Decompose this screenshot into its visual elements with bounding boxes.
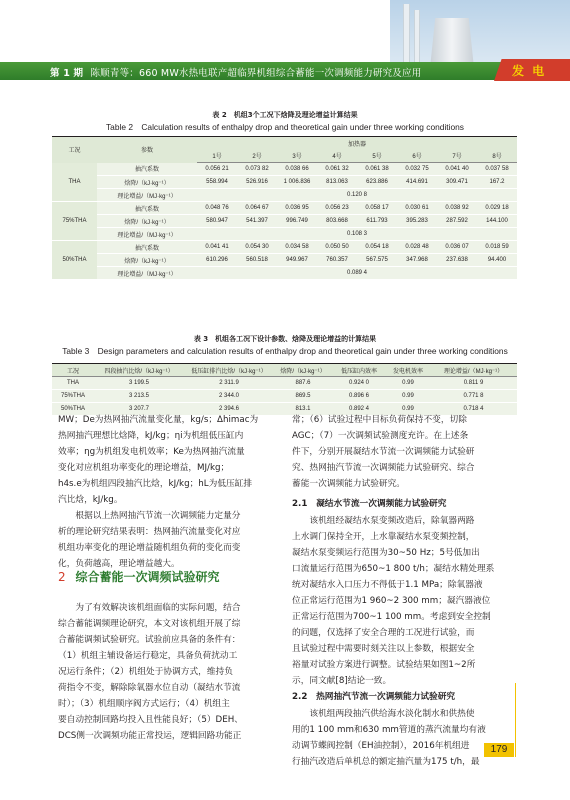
text-line: 综合蓄能调频理论研究，本文对该机组开展了综 [58, 619, 241, 629]
condition-cell: 75%THA [52, 202, 97, 241]
text-line: 况运行条件；（2）机组处于协调方式，维持负 [58, 667, 233, 677]
text-line: h4s.e为机组四段抽汽比焓，kJ/kg；hL为低压缸排 [58, 479, 253, 489]
table2-header-heater: 加热器 [197, 137, 517, 150]
page-number-rule [515, 683, 516, 757]
data-cell: 0.061 32 [317, 163, 357, 176]
table-row [52, 254, 517, 267]
text-line: 析的理论研究结果表明：热网抽汽流量变化对应 [58, 527, 241, 537]
table2-heater-header: 6号 [397, 150, 437, 163]
text-line: 上水调门保持全开，上水靠凝结水泵变频控制， [292, 532, 475, 542]
table2-heater-header: 1号 [197, 150, 237, 163]
text-line: （1）机组主辅设备运行稳定，具备负荷扰动工 [58, 651, 238, 661]
right-para2 [292, 513, 518, 689]
table2-header-param: 参数 [97, 137, 197, 163]
table-row [52, 189, 517, 202]
data-cell: 610.296 [197, 254, 237, 267]
data-cell: 0.029 18 [477, 202, 517, 215]
table3-header: 四段抽汽比焓/（kJ·kg⁻¹） [94, 364, 184, 377]
data-cell: 0.061 38 [357, 163, 397, 176]
table-row [52, 267, 517, 280]
text-line: 变化对应机组功率变化的理论增益，MJ/kg； [58, 463, 230, 473]
data-cell: 803.668 [317, 215, 357, 228]
table2-caption-en: Table 2 Calculation results of enthalpy drop and theoretical gain under three working conditions [105, 122, 464, 132]
data-cell: 0.058 17 [357, 202, 397, 215]
data-cell: 996.749 [277, 215, 317, 228]
text-line: 机组功率变化的理论增益随机组负荷的变化而变 [58, 543, 241, 553]
data-cell: 949.967 [277, 254, 317, 267]
data-cell: 0.99 [386, 390, 430, 403]
subsection-2-2-heading: 2.2 热网抽汽节流一次调频能力试验研究 [292, 692, 456, 702]
data-cell: 0.032 75 [397, 163, 437, 176]
left-para1 [58, 412, 284, 508]
table3-header: 工况 [52, 364, 94, 377]
data-cell: 580.947 [197, 215, 237, 228]
table2-heater-header: 7号 [437, 150, 477, 163]
text-line: 示，同文献[8]结论一致。 [292, 676, 392, 686]
table3-header: 理论增益/（MJ·kg⁻¹） [430, 364, 517, 377]
text-line: 究、热网抽汽节流一次调频能力试验研究、综合 [292, 463, 475, 473]
right-para1 [292, 412, 518, 492]
left-para2 [58, 508, 284, 572]
condition-cell: THA [52, 163, 97, 202]
left-column [58, 412, 284, 572]
data-cell: 0.038 92 [437, 202, 477, 215]
data-cell: 0.037 58 [477, 163, 517, 176]
data-cell: 2 394.6 [184, 403, 274, 416]
param-label: 焓降/（kJ·kg⁻¹） [97, 176, 197, 189]
data-cell: 0.924 0 [332, 377, 386, 390]
param-label: 理论增益/（MJ·kg⁻¹） [97, 228, 197, 241]
text-line: 口流量运行范围为650~1 800 t/h；凝结水精处理系 [292, 564, 495, 574]
data-cell: 0.811 9 [430, 377, 517, 390]
data-cell: 611.793 [357, 215, 397, 228]
table3-caption-cn: 表 3 机组各工况下设计参数、焓降及理论增益的计算结果 [193, 335, 377, 343]
journal-badge-label: 发 电 [512, 64, 547, 78]
text-line: 行抽汽改造后单机总的额定抽汽量为175 t/h，最 [292, 757, 480, 767]
chimney-icon [403, 4, 410, 64]
text-line: 热网抽汽理想比焓降，kJ/kg；ηi为机组低压缸内 [58, 431, 244, 441]
data-cell: 0.99 [386, 377, 430, 390]
data-cell: 75%THA [52, 390, 94, 403]
text-line: 裕量对试验方案进行调整。试验结果如图1~2所 [292, 660, 476, 670]
text-line: 该机组两段抽汽供给海水淡化制水和供热使 [309, 709, 475, 719]
data-cell: 309.471 [437, 176, 477, 189]
text-line: 正常运行范围为700~1 100 mm。考虑到安全控制 [292, 612, 491, 622]
table2-heater-header: 3号 [277, 150, 317, 163]
table3-header: 低压缸内效率 [332, 364, 386, 377]
data-cell: 94.400 [477, 254, 517, 267]
param-label: 抽汽系数 [97, 241, 197, 254]
text-line: 汽比焓，kJ/kg。 [58, 495, 123, 505]
text-line: 用的1 100 mm和630 mm管道的蒸汽流量均有液 [292, 725, 486, 735]
table-row [52, 241, 517, 254]
text-line: DCS侧一次调频功能正常投运，逻辑回路功能正 [58, 731, 242, 741]
data-cell: 0.056 23 [317, 202, 357, 215]
data-cell: 414.691 [397, 176, 437, 189]
data-cell: 0.034 58 [277, 241, 317, 254]
gain-cell: 0.108 3 [197, 228, 517, 241]
running-header [50, 65, 421, 79]
table-row [52, 176, 517, 189]
text-line: 为了有效解决该机组面临的实际问题，结合 [75, 603, 241, 613]
data-cell: 287.592 [437, 215, 477, 228]
table3-header: 发电机效率 [386, 364, 430, 377]
data-cell: 0.028 48 [397, 241, 437, 254]
table2-heater-header: 4号 [317, 150, 357, 163]
gain-cell: 0.120 8 [197, 189, 517, 202]
text-line: 合蓄能调频试验研究。试验前应具备的条件有： [58, 635, 241, 645]
data-cell: 813.1 [274, 403, 332, 416]
data-cell: 0.048 76 [197, 202, 237, 215]
table-row [52, 215, 517, 228]
text-line: 要自动控制回路均投入且性能良好；（5）DEH、 [58, 715, 243, 725]
page-header [0, 0, 570, 82]
data-cell: 0.018 59 [477, 241, 517, 254]
data-cell: 0.050 50 [317, 241, 357, 254]
table2 [52, 136, 517, 280]
text-line: 时）；（3）机组顺序阀方式运行；（4）机组主 [58, 699, 230, 709]
gain-cell: 0.089 4 [197, 267, 517, 280]
chimney-icon [414, 10, 420, 64]
data-cell: 2 344.0 [184, 390, 274, 403]
data-cell: 0.030 61 [397, 202, 437, 215]
data-cell: 167.2 [477, 176, 517, 189]
data-cell: 2 311.9 [184, 377, 274, 390]
table-row [52, 390, 517, 403]
param-label: 抽汽系数 [97, 163, 197, 176]
data-cell: 237.638 [437, 254, 477, 267]
data-cell: 1 006.836 [277, 176, 317, 189]
running-title: 陈顺青等：660 MW水热电联产超临界机组综合蓄能一次调频能力研究及应用 [90, 68, 422, 79]
text-line: 且试验过程中需要时刻关注以上参数，根据安全 [292, 644, 475, 654]
subsection-2-1-heading: 2.1 凝结水节流一次调频能力试验研究 [292, 499, 447, 509]
data-cell: 0.036 07 [437, 241, 477, 254]
table3-header: 低压缸排汽比焓/（kJ·kg⁻¹） [184, 364, 274, 377]
text-line: 根据以上热网抽汽节流一次调频能力定量分 [75, 511, 241, 521]
text-line: 位正常运行范围为1 960~2 300 mm；凝汽器液位 [292, 596, 491, 606]
data-cell: 0.073 82 [237, 163, 277, 176]
data-cell: 0.896 6 [332, 390, 386, 403]
data-cell: 0.064 67 [237, 202, 277, 215]
table2-header-condition: 工况 [52, 137, 97, 163]
table2-heater-header: 5号 [357, 150, 397, 163]
data-cell: 0.041 41 [197, 241, 237, 254]
text-line: AGC；（7）一次调频试验测度充许。在上述条 [292, 431, 469, 441]
data-cell: 0.054 30 [237, 241, 277, 254]
text-line: 的问题，仅选择了安全合理的工况进行试验，而 [292, 628, 475, 638]
table-row [52, 228, 517, 241]
text-line: 件下，分别开展凝结水节流一次调频能力试验研 [292, 447, 475, 457]
data-cell: THA [52, 377, 94, 390]
data-cell: 0.718 4 [430, 403, 517, 416]
data-cell: 526.916 [237, 176, 277, 189]
text-line: MW；De为热网抽汽流量变化量，kg/s；Δhimac为 [58, 415, 259, 425]
data-cell: 144.100 [477, 215, 517, 228]
param-label: 理论增益/（MJ·kg⁻¹） [97, 189, 197, 202]
data-cell: 0.771 8 [430, 390, 517, 403]
table-row [52, 202, 517, 215]
data-cell: 869.5 [274, 390, 332, 403]
text-line: 化，负荷越高，理论增益越大。 [58, 559, 180, 569]
data-cell: 623.886 [357, 176, 397, 189]
param-label: 焓降/（kJ·kg⁻¹） [97, 215, 197, 228]
page-number: 179 [484, 743, 514, 757]
text-line: 统对凝结水入口压力不得低于1.1 MPa；除氧器液 [292, 580, 483, 590]
text-line: 凝结水泵变频运行范围为30~50 Hz；5号低加出 [292, 548, 480, 558]
data-cell: 813.063 [317, 176, 357, 189]
param-label: 焓降/（kJ·kg⁻¹） [97, 254, 197, 267]
data-cell: 0.99 [386, 403, 430, 416]
right-para3 [292, 706, 486, 770]
issue-label: 第 1 期 [50, 68, 84, 79]
table3 [52, 363, 517, 416]
param-label: 抽汽系数 [97, 202, 197, 215]
table2-heater-header: 2号 [237, 150, 277, 163]
data-cell: 558.994 [197, 176, 237, 189]
table2-caption-cn: 表 2 机组3个工况下焓降及理论增益计算结果 [212, 111, 358, 119]
data-cell: 760.357 [317, 254, 357, 267]
section-number: 2 [58, 570, 66, 584]
text-line: 荷指令不变，解除除氧器水位自动（凝结水节流 [58, 683, 241, 693]
data-cell: 560.518 [237, 254, 277, 267]
text-line: 蓄能一次调频能力试验研究。 [292, 479, 405, 489]
data-cell: 0.036 95 [277, 202, 317, 215]
data-cell: 347.968 [397, 254, 437, 267]
condition-cell: 50%THA [52, 241, 97, 280]
data-cell: 3 199.5 [94, 377, 184, 390]
cooling-tower-icon [430, 18, 474, 68]
data-cell: 541.397 [237, 215, 277, 228]
section-title: 综合蓄能一次调频试验研究 [75, 570, 220, 584]
data-cell: 0.056 21 [197, 163, 237, 176]
text-line: 常；（6）试验过程中目标负荷保持不变，切除 [292, 415, 467, 425]
data-cell: 887.6 [274, 377, 332, 390]
section-2-heading [58, 568, 219, 585]
data-cell: 567.575 [357, 254, 397, 267]
data-cell: 0.892 4 [332, 403, 386, 416]
data-cell: 395.283 [397, 215, 437, 228]
data-cell: 0.038 66 [277, 163, 317, 176]
table-row [52, 163, 517, 176]
table2-heater-header: 8号 [477, 150, 517, 163]
text-line: 效率；ηg为机组发电机效率；Ke为热网抽汽流量 [58, 447, 245, 457]
text-line: 该机组经凝结水泵变频改造后，除氧器两路 [309, 516, 475, 526]
text-line: 动调节蝶阀控制（EH油控制），2016年机组进 [292, 741, 470, 751]
data-cell: 50%THA [52, 403, 94, 416]
data-cell: 3 213.5 [94, 390, 184, 403]
table3-header: 焓降/（kJ·kg⁻¹） [274, 364, 332, 377]
data-cell: 0.054 18 [357, 241, 397, 254]
table-row [52, 377, 517, 390]
data-cell: 3 207.7 [94, 403, 184, 416]
table3-caption-en: Table 3 Design parameters and calculation results of enthalpy drop and theoretical gain under three working conditions [62, 346, 508, 356]
left-para3 [58, 600, 284, 744]
param-label: 理论增益/（MJ·kg⁻¹） [97, 267, 197, 280]
data-cell: 0.041 40 [437, 163, 477, 176]
